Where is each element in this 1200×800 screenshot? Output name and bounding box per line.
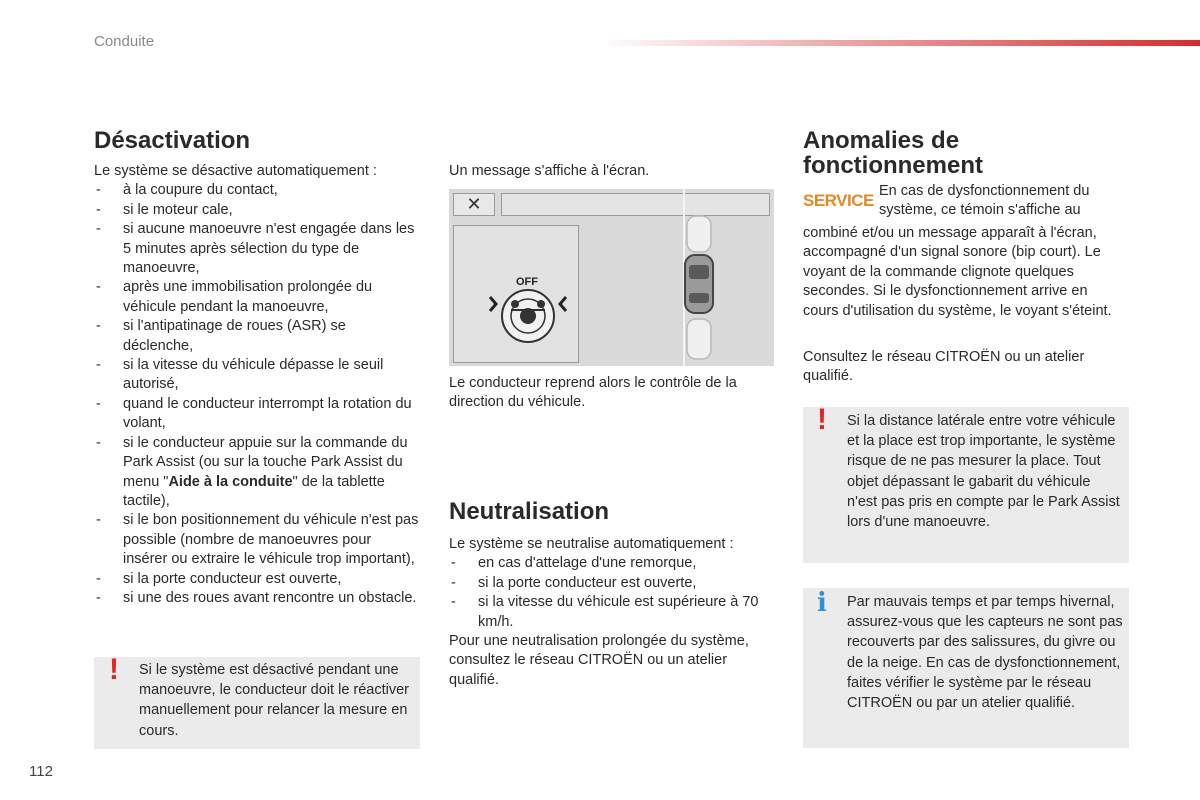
park-assist-panel bbox=[453, 225, 579, 363]
list-item: - si la porte conducteur est ouverte, bbox=[449, 574, 774, 593]
screen-illustration bbox=[449, 189, 774, 366]
page-number: 112 bbox=[29, 763, 53, 780]
close-icon: ✕ bbox=[453, 193, 495, 216]
section-header: Conduite bbox=[94, 33, 155, 50]
list-item: - si l'antipatinage de roues (ASR) se déclenche, bbox=[94, 317, 419, 356]
info-text: Par mauvais temps et par temps hivernal, assurez-vous que les capteurs ne sont pas recouverts par des salissures, du givre ou de la neige. En cas de dysfonctionnement, faites vérifier le système par le réseau CITROËN ou par un atelier qualifié. bbox=[847, 594, 1123, 712]
list-item: - à la coupure du contact, bbox=[94, 181, 419, 200]
screen-caption-top: Un message s'affiche à l'écran. bbox=[449, 163, 650, 179]
neutralisation-outro: Pour une neutralisation prolongée du système, consultez le réseau CITROËN ou un atelier qualifié. bbox=[449, 633, 749, 688]
warning-icon: ! bbox=[817, 403, 827, 436]
list-item: - quand le conducteur interrompt la rotation du volant, bbox=[94, 395, 419, 434]
list-item: - si le bon positionnement du véhicule n'est pas possible (nombre de manoeuvres pour insérer ou extraire le véhicule trop important), bbox=[94, 511, 419, 569]
neutralisation-title: Neutralisation bbox=[449, 498, 610, 525]
anomalies-body-first: En cas de dysfonctionnement du système, ce témoin s'affiche au bbox=[879, 183, 1090, 219]
neutralisation-intro: Le système se neutralise automatiquement : bbox=[449, 536, 734, 552]
list-item: - après une immobilisation prolongée du véhicule pendant la manoeuvre, bbox=[94, 278, 419, 317]
anomalies-title-line2: fonctionnement bbox=[803, 152, 983, 179]
steering-wheel-icon bbox=[454, 226, 578, 362]
list-item: - si la vitesse du véhicule est supérieure à 70 km/h. bbox=[449, 593, 774, 632]
desactivation-body bbox=[94, 162, 419, 608]
anomalies-consult: Consultez le réseau CITROËN ou un atelier qualifié. bbox=[803, 349, 1085, 385]
warning-note-anomalies bbox=[803, 403, 1129, 563]
list-item: - si la porte conducteur est ouverte, bbox=[94, 570, 419, 589]
warning-icon: ! bbox=[109, 653, 119, 686]
parking-diagram bbox=[584, 189, 774, 366]
info-icon: i bbox=[817, 588, 827, 618]
warning-note-desactivation bbox=[94, 653, 420, 749]
desactivation-list bbox=[94, 181, 419, 608]
off-label: OFF bbox=[516, 276, 538, 288]
list-item bbox=[94, 434, 419, 512]
warning-text: Si la distance latérale entre votre véhicule et la place est trop importante, le système risque de ne pas mesurer la place. Tout objet dépassant le gabarit du véhicule n'est pas pris en compte par le Park Assist lors d'une manoeuvre. bbox=[847, 413, 1120, 531]
header-accent-bar bbox=[600, 40, 1200, 46]
anomalies-title-line1: Anomalies de bbox=[803, 127, 960, 154]
list-item: - si le moteur cale, bbox=[94, 201, 419, 220]
desactivation-title: Désactivation bbox=[94, 127, 251, 154]
list-item: - si une des roues avant rencontre un obstacle. bbox=[94, 589, 419, 608]
list-item: - en cas d'attelage d'une remorque, bbox=[449, 554, 774, 573]
warning-text: Si le système est désactivé pendant une manoeuvre, le conducteur doit le réactiver manuellement pour relancer la mesure en cours. bbox=[139, 662, 410, 739]
neutralisation-list bbox=[449, 554, 774, 632]
neutralisation-body bbox=[449, 535, 774, 690]
info-note-anomalies bbox=[803, 588, 1129, 748]
service-warning-icon: SERVICE bbox=[803, 191, 874, 210]
screen-caption-bottom: Le conducteur reprend alors le contrôle de la direction du véhicule. bbox=[449, 375, 737, 411]
menu-name-bold: Aide à la conduite bbox=[168, 473, 293, 490]
list-item: - si la vitesse du véhicule dépasse le seuil autorisé, bbox=[94, 356, 419, 395]
desactivation-intro: Le système se désactive automatiquement : bbox=[94, 163, 377, 179]
list-item-text: si le conducteur appuie sur la commande du Park Assist (ou sur la touche Park Assist du menu " bbox=[123, 434, 408, 490]
anomalies-title bbox=[803, 128, 983, 178]
list-item: - si aucune manoeuvre n'est engagée dans les 5 minutes après sélection du type de manoeuvre, bbox=[94, 220, 419, 278]
anomalies-body-rest: combiné et/ou un message apparaît à l'écran, accompagné d'un signal sonore (bip court). Le voyant de la commande clignote quelques secondes. Si le dysfonctionnement arrive en cours d'utilisation du système, le voyant s'éteint. bbox=[803, 225, 1112, 319]
list-item-text: " de la tablette tactile), bbox=[123, 473, 385, 509]
